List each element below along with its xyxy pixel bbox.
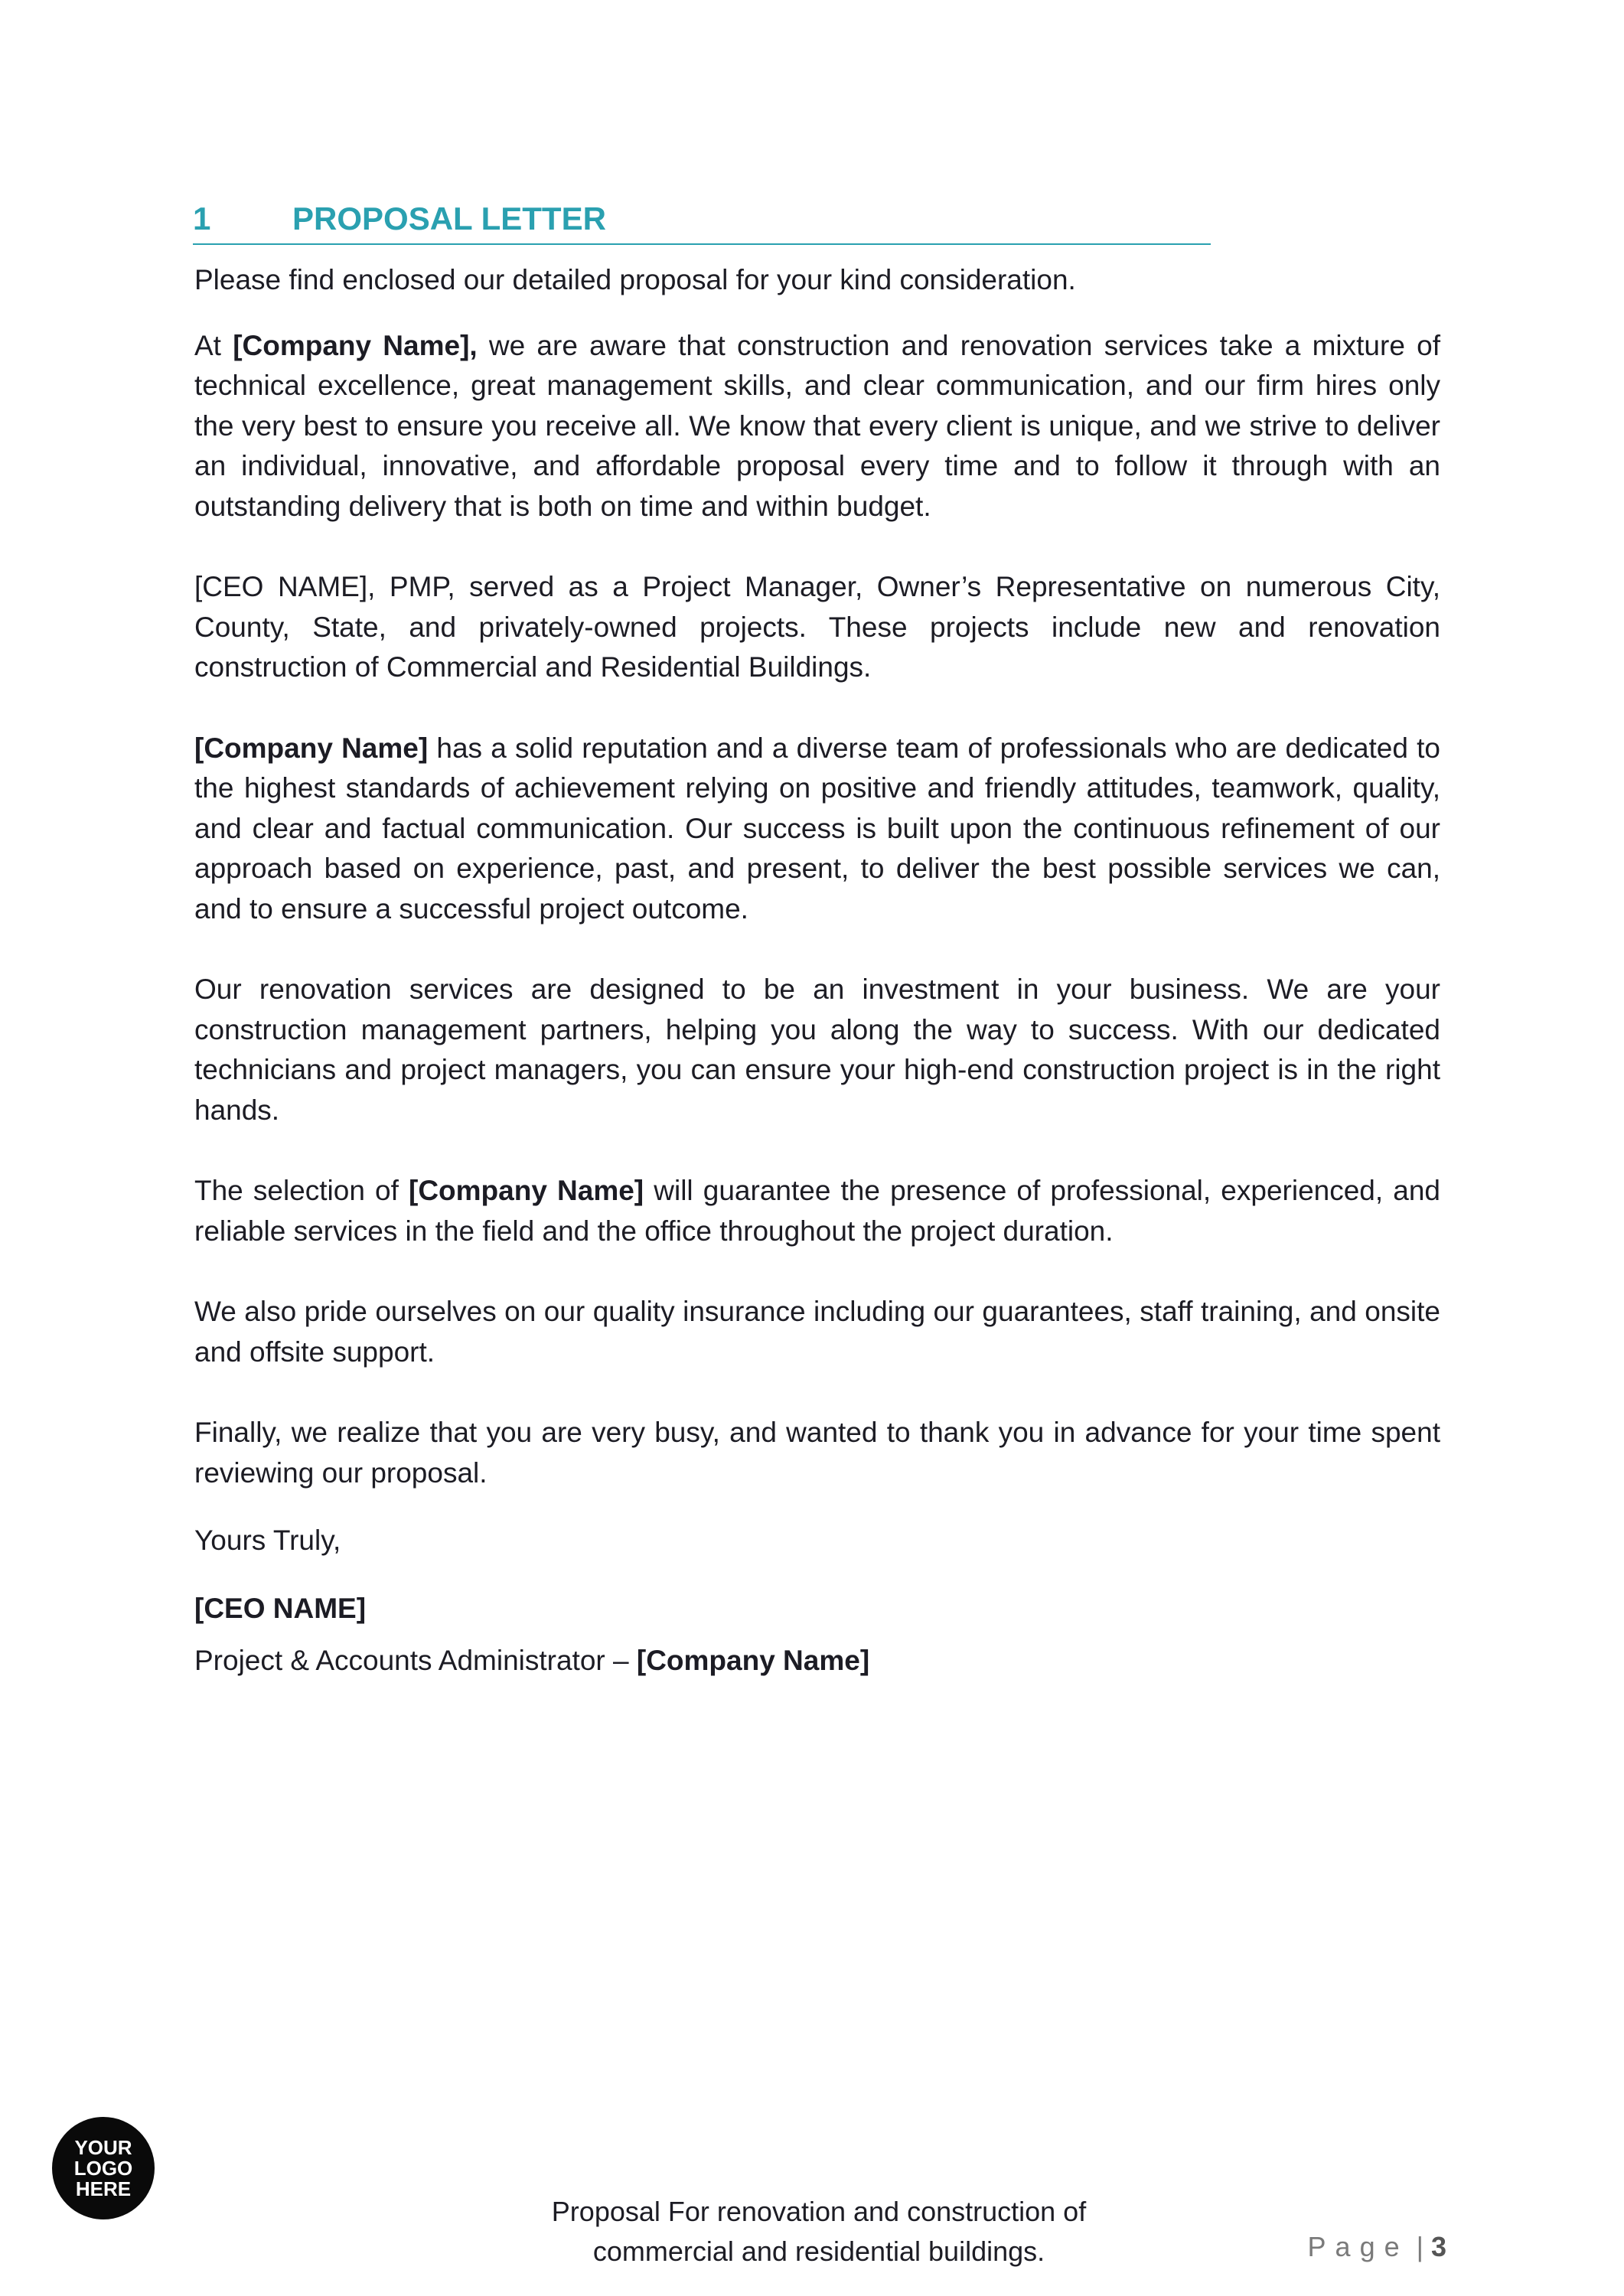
company-name-placeholder: [Company Name] bbox=[409, 1175, 644, 1206]
paragraph-intro bbox=[194, 260, 1440, 301]
logo-line-1: YOUR bbox=[74, 2135, 132, 2159]
signatory-name-text: [CEO NAME] bbox=[194, 1592, 367, 1624]
paragraph-selection-text: will guarantee the presence of professional, experienced, and reliable services in the field and the office throughout the project duration. bbox=[194, 1175, 1441, 1247]
paragraph-ceo bbox=[194, 567, 1440, 688]
logo-placeholder bbox=[52, 2117, 155, 2219]
paragraph-services-text: Our renovation services are designed to be an investment in your business. We are your construction management partners, helping you along the way to success. With our dedicated technicians and project managers, you can ensure your high-end construction project is in the right hands. bbox=[194, 974, 1440, 1126]
page-number bbox=[1286, 2227, 1446, 2267]
signatory-name bbox=[194, 1589, 1440, 1629]
paragraph-intro-text: Please find enclosed our detailed proposal for your kind consideration. bbox=[194, 264, 1076, 295]
paragraph-selection-pre: The selection of bbox=[194, 1175, 409, 1206]
paragraph-awareness-text: we are aware that construction and renovation services take a mixture of technical excellence, great management skills, and clear communication, and our firm hires only the very best to ensure you receive all. We know that every client is unique, and we strive to deliver an individual, innovative, and affordable proposal every time and to follow it through with an outstanding delivery that is both on time and within budget. bbox=[194, 329, 1440, 522]
paragraph-reputation-text: has a solid reputation and a diverse team of professionals who are dedicated to the highest standards of achievement relying on positive and friendly attitudes, teamwork, quality, and clear and factual communication. Our success is built upon the continuous refinement of our approach based on experience, past, and present, to deliver the best possible services we can, and to ensure a successful project outcome. bbox=[194, 732, 1440, 925]
section-number: 1 bbox=[193, 201, 211, 236]
paragraph-awareness bbox=[194, 326, 1440, 527]
company-name-placeholder: [Company Name] bbox=[194, 732, 429, 764]
paragraph-quality-text: We also pride ourselves on our quality insurance including our guarantees, staff training, and onsite and offsite support. bbox=[194, 1296, 1440, 1368]
logo-line-3: HERE bbox=[75, 2177, 132, 2200]
letter-body bbox=[194, 260, 1440, 1681]
section-heading bbox=[193, 197, 1211, 245]
paragraph-reputation bbox=[194, 729, 1440, 930]
footer-caption bbox=[505, 2192, 1133, 2272]
footer-caption-line-1: Proposal For renovation and construction of bbox=[551, 2196, 1087, 2227]
page-label: Page bbox=[1307, 2231, 1409, 2262]
paragraph-selection bbox=[194, 1171, 1440, 1251]
paragraph-quality bbox=[194, 1292, 1440, 1372]
paragraph-awareness-pre: At bbox=[194, 329, 233, 361]
closing-line bbox=[194, 1521, 1440, 1561]
paragraph-ceo-text: [CEO NAME], PMP, served as a Project Manager, Owner’s Representative on numerous City, County, State, and privately-owned projects. These projects include new and renovation construction of Commercial and Residential Buildings. bbox=[194, 571, 1440, 683]
page-number-value: 3 bbox=[1430, 2231, 1446, 2262]
paragraph-thanks bbox=[194, 1413, 1440, 1493]
paragraph-thanks-text: Finally, we realize that you are very busy, and wanted to thank you in advance for your time spent reviewing our proposal. bbox=[194, 1417, 1440, 1489]
closing-text: Yours Truly, bbox=[194, 1525, 341, 1556]
company-name-placeholder: [Company Name], bbox=[233, 329, 478, 361]
page-separator: | bbox=[1416, 2231, 1423, 2262]
logo-line-2: LOGO bbox=[73, 2156, 133, 2180]
company-name-placeholder: [Company Name] bbox=[636, 1645, 870, 1676]
footer-caption-line-2: commercial and residential buildings. bbox=[592, 2236, 1045, 2267]
section-title: PROPOSAL LETTER bbox=[292, 201, 606, 236]
paragraph-services bbox=[194, 970, 1440, 1130]
signatory-title bbox=[194, 1641, 1440, 1681]
signatory-title-text: Project & Accounts Administrator – bbox=[194, 1645, 637, 1676]
